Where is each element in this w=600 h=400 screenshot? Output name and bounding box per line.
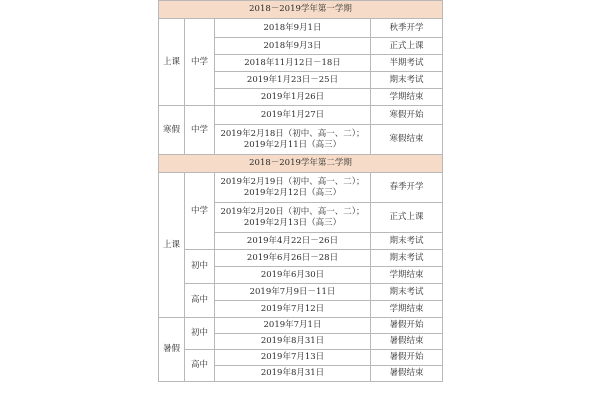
semester-header-row [159, 155, 443, 173]
event-cell: 暑假开始 [371, 318, 443, 334]
category-label: 寒假 [159, 106, 185, 155]
event-cell: 暑假开始 [371, 350, 443, 366]
date-cell: 2019年7月13日 [215, 350, 371, 366]
level-label: 中学 [185, 19, 215, 106]
table-row [159, 284, 443, 301]
date-cell: 2018年9月1日 [215, 19, 371, 38]
date-cell: 2019年8月31日 [215, 334, 371, 350]
category-label: 上课 [159, 173, 185, 318]
date-cell: 2019年7月1日 [215, 318, 371, 334]
table-row [159, 19, 443, 38]
level-label: 初中 [185, 250, 215, 284]
event-cell: 学期结束 [371, 267, 443, 284]
calendar-table [158, 0, 443, 382]
table-row [159, 250, 443, 267]
school-calendar [158, 0, 442, 400]
date-cell: 2019年7月12日 [215, 301, 371, 318]
event-cell: 寒假开始 [371, 106, 443, 125]
date-cell: 2019年2月20日（初中、高一、二）；2019年2月13日（高三） [215, 203, 371, 233]
date-cell: 2019年1月23日－25日 [215, 72, 371, 89]
category-label: 暑假 [159, 318, 185, 382]
event-cell: 学期结束 [371, 89, 443, 106]
event-cell: 正式上课 [371, 38, 443, 55]
date-cell: 2018年11月12日－18日 [215, 55, 371, 72]
date-cell: 2018年9月3日 [215, 38, 371, 55]
category-label: 上课 [159, 19, 185, 106]
date-cell: 2019年6月26日－28日 [215, 250, 371, 267]
date-cell: 2019年6月30日 [215, 267, 371, 284]
semester-header-row [159, 1, 443, 19]
event-cell: 秋季开学 [371, 19, 443, 38]
event-cell: 春季开学 [371, 173, 443, 203]
event-cell: 半期考试 [371, 55, 443, 72]
table-row [159, 106, 443, 125]
event-cell: 期末考试 [371, 284, 443, 301]
level-label: 中学 [185, 173, 215, 250]
table-row [159, 350, 443, 366]
date-cell: 2019年8月31日 [215, 366, 371, 382]
event-cell: 期末考试 [371, 250, 443, 267]
event-cell: 寒假结束 [371, 125, 443, 155]
date-cell: 2019年1月26日 [215, 89, 371, 106]
semester-2-title: 2018－2019学年第二学期 [159, 155, 443, 173]
event-cell: 期末考试 [371, 72, 443, 89]
level-label: 高中 [185, 284, 215, 318]
event-cell: 暑假结束 [371, 366, 443, 382]
event-cell: 正式上课 [371, 203, 443, 233]
table-row [159, 173, 443, 203]
semester-1-title: 2018－2019学年第一学期 [159, 1, 443, 19]
level-label: 高中 [185, 350, 215, 382]
event-cell: 期末考试 [371, 233, 443, 250]
level-label: 中学 [185, 106, 215, 155]
table-row [159, 318, 443, 334]
date-cell: 2019年2月18日（初中、高一、二）；2019年2月11日（高三） [215, 125, 371, 155]
date-cell: 2019年1月27日 [215, 106, 371, 125]
event-cell: 暑假结束 [371, 334, 443, 350]
event-cell: 学期结束 [371, 301, 443, 318]
date-cell: 2019年4月22日－26日 [215, 233, 371, 250]
date-cell: 2019年7月9日－11日 [215, 284, 371, 301]
date-cell: 2019年2月19日（初中、高一、二）；2019年2月12日（高三） [215, 173, 371, 203]
level-label: 初中 [185, 318, 215, 350]
